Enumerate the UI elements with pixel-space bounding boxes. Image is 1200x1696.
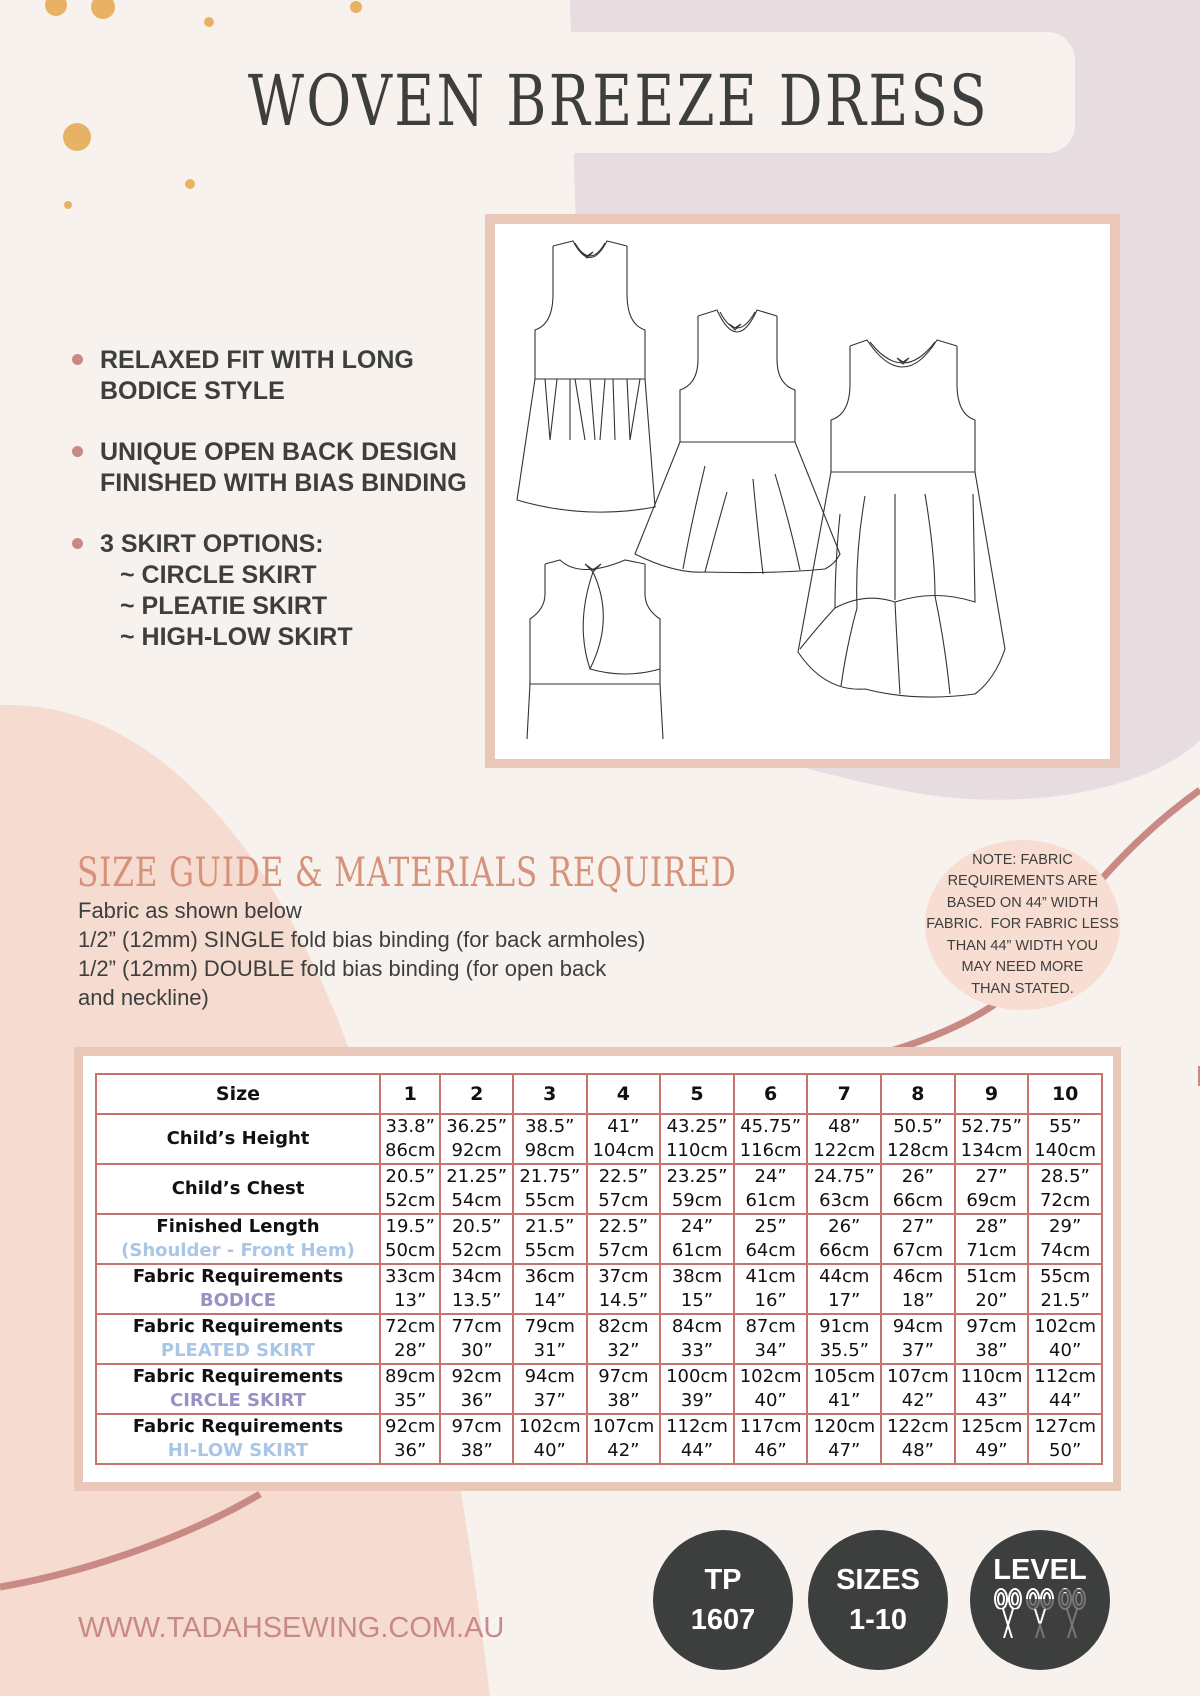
cell-value-bottom: 86cm xyxy=(385,1140,436,1161)
cell-value-top: 110cm xyxy=(960,1366,1023,1387)
cell-value-top: 20.5” xyxy=(451,1216,502,1237)
table-cell xyxy=(587,1314,661,1364)
level-rating xyxy=(993,1588,1087,1640)
size-column-header: 1 xyxy=(380,1074,440,1114)
table-cell xyxy=(440,1364,513,1414)
cell-value-bottom: 38” xyxy=(460,1440,493,1461)
cell-value-bottom: 15” xyxy=(680,1290,714,1311)
table-cell xyxy=(660,1414,734,1464)
cell-value-bottom: 30” xyxy=(460,1340,493,1361)
table-cell xyxy=(660,1164,734,1214)
cell-value-top: 33.8” xyxy=(385,1116,435,1137)
row-label xyxy=(96,1164,380,1214)
table-cell xyxy=(660,1114,734,1164)
cell-value-bottom: 42” xyxy=(607,1440,640,1461)
scissors-icon xyxy=(993,1588,1023,1640)
cell-value-bottom: 66cm xyxy=(819,1240,870,1261)
cell-value-bottom: 122cm xyxy=(813,1140,876,1161)
table-cell xyxy=(587,1214,661,1264)
cell-value-bottom: 40” xyxy=(533,1440,566,1461)
cell-value-bottom: 52cm xyxy=(451,1240,502,1261)
cell-value-bottom: 57cm xyxy=(598,1190,649,1211)
cell-value-top: 127cm xyxy=(1034,1416,1097,1437)
table-cell xyxy=(587,1164,661,1214)
skirt-option: ~ CIRCLE SKIRT xyxy=(120,561,317,589)
pattern-code-label: TP xyxy=(704,1564,742,1596)
cell-value-bottom: 42” xyxy=(901,1390,934,1411)
cell-value-top: 117cm xyxy=(739,1416,802,1437)
cell-value-top: 21.5” xyxy=(525,1216,575,1237)
row-label-main: Child’s Height xyxy=(166,1128,310,1149)
cell-value-top: 19.5” xyxy=(385,1216,435,1237)
sizes-range: 1-10 xyxy=(848,1604,908,1636)
cell-value-bottom: 37” xyxy=(533,1390,566,1411)
cell-value-top: 105cm xyxy=(813,1366,876,1387)
table-cell xyxy=(380,1214,440,1264)
table-cell xyxy=(734,1414,808,1464)
cell-value-top: 28” xyxy=(975,1216,1008,1237)
cell-value-bottom: 13” xyxy=(394,1290,427,1311)
cell-value-top: 94cm xyxy=(892,1316,944,1337)
cell-value-top: 112cm xyxy=(1034,1366,1097,1387)
cell-value-bottom: 40” xyxy=(754,1390,787,1411)
dress-technical-drawings-icon xyxy=(495,224,1110,759)
cell-value-top: 21.25” xyxy=(446,1166,508,1187)
sizes-badge xyxy=(808,1530,948,1670)
cell-value-top: 26” xyxy=(828,1216,861,1237)
cell-value-top: 55cm xyxy=(1039,1266,1091,1287)
cell-value-bottom: 47” xyxy=(828,1440,861,1461)
cell-value-top: 41” xyxy=(607,1116,640,1137)
cell-value-bottom: 17” xyxy=(828,1290,861,1311)
table-cell xyxy=(380,1364,440,1414)
table-row xyxy=(96,1114,1102,1164)
cell-value-top: 97cm xyxy=(598,1366,649,1387)
table-cell xyxy=(807,1364,881,1414)
table-cell xyxy=(440,1164,513,1214)
pattern-code-badge xyxy=(653,1530,793,1670)
cell-value-bottom: 28” xyxy=(394,1340,427,1361)
table-cell xyxy=(440,1264,513,1314)
cell-value-bottom: 14” xyxy=(533,1290,566,1311)
cell-value-top: 84cm xyxy=(671,1316,723,1337)
cell-value-top: 25” xyxy=(754,1216,787,1237)
row-label-sub: HI-LOW SKIRT xyxy=(167,1440,309,1461)
materials-line: and neckline) xyxy=(78,985,209,1010)
table-cell xyxy=(734,1314,808,1364)
cell-value-bottom: 38” xyxy=(607,1390,640,1411)
cell-value-top: 33cm xyxy=(385,1266,436,1287)
materials-line: 1/2” (12mm) DOUBLE fold bias binding (for open back xyxy=(78,956,607,981)
cell-value-top: 82cm xyxy=(598,1316,649,1337)
cell-value-bottom: 21.5” xyxy=(1040,1290,1090,1311)
table-cell xyxy=(734,1214,808,1264)
table-cell xyxy=(807,1164,881,1214)
cell-value-top: 24” xyxy=(680,1216,714,1237)
table-cell xyxy=(440,1314,513,1364)
cell-value-bottom: 134cm xyxy=(960,1140,1023,1161)
page-title: WOVEN BREEZE DRESS xyxy=(247,60,990,142)
cell-value-top: 46cm xyxy=(892,1266,944,1287)
cell-value-bottom: 44” xyxy=(680,1440,714,1461)
cell-value-bottom: 104cm xyxy=(592,1140,655,1161)
cell-value-bottom: 52cm xyxy=(385,1190,436,1211)
table-cell xyxy=(881,1414,955,1464)
open-back-drawing xyxy=(527,560,663,739)
size-column-header: 6 xyxy=(734,1074,808,1114)
skirt-option: ~ PLEATIE SKIRT xyxy=(120,592,328,620)
table-cell xyxy=(1028,1264,1102,1314)
feature-text: UNIQUE OPEN BACK DESIGN FINISHED WITH BIAS BINDING xyxy=(100,438,467,497)
cell-value-top: 52.75” xyxy=(961,1116,1022,1137)
cell-value-bottom: 50cm xyxy=(385,1240,436,1261)
table-cell xyxy=(660,1264,734,1314)
cell-value-bottom: 116cm xyxy=(739,1140,802,1161)
table-cell xyxy=(955,1214,1029,1264)
cell-value-bottom: 37” xyxy=(901,1340,934,1361)
row-label-sub: CIRCLE SKIRT xyxy=(170,1390,306,1411)
table-cell xyxy=(807,1314,881,1364)
cell-value-bottom: 57cm xyxy=(598,1240,649,1261)
cell-value-bottom: 55cm xyxy=(524,1190,575,1211)
cell-value-top: 97cm xyxy=(966,1316,1017,1337)
feature-list xyxy=(68,345,488,683)
table-cell xyxy=(513,1264,587,1314)
cell-value-bottom: 31” xyxy=(533,1340,566,1361)
table-cell xyxy=(881,1314,955,1364)
size-column-header: 5 xyxy=(660,1074,734,1114)
table-cell xyxy=(1028,1114,1102,1164)
row-label xyxy=(96,1264,380,1314)
table-cell xyxy=(955,1364,1029,1414)
cell-value-bottom: 18” xyxy=(901,1290,934,1311)
cell-value-top: 45.75” xyxy=(740,1116,802,1137)
table-cell xyxy=(1028,1214,1102,1264)
row-label-main: Fabric Requirements xyxy=(132,1316,344,1337)
cell-value-bottom: 36” xyxy=(460,1390,493,1411)
cell-value-top: 92cm xyxy=(451,1366,502,1387)
cell-value-bottom: 14.5” xyxy=(598,1290,649,1311)
cell-value-bottom: 40” xyxy=(1049,1340,1082,1361)
size-column-header: 7 xyxy=(807,1074,881,1114)
cell-value-top: 20.5” xyxy=(385,1166,435,1187)
cell-value-bottom: 54cm xyxy=(451,1190,502,1211)
table-cell xyxy=(587,1264,661,1314)
scissors-icon xyxy=(1057,1588,1087,1640)
sizes-label: SIZES xyxy=(836,1564,920,1596)
cell-value-top: 24.75” xyxy=(813,1166,875,1187)
feature-item xyxy=(68,345,488,407)
table-cell xyxy=(807,1264,881,1314)
pattern-code-number: 1607 xyxy=(690,1604,756,1636)
cell-value-bottom: 48” xyxy=(901,1440,934,1461)
table-cell xyxy=(807,1414,881,1464)
cell-value-top: 38.5” xyxy=(525,1116,575,1137)
row-label xyxy=(96,1214,380,1264)
cell-value-bottom: 59cm xyxy=(671,1190,723,1211)
cell-value-bottom: 46” xyxy=(754,1440,787,1461)
cell-value-bottom: 20” xyxy=(975,1290,1008,1311)
row-label-sub: PLEATED SKIRT xyxy=(160,1340,316,1361)
materials-line: Fabric as shown below xyxy=(78,898,302,923)
cell-value-top: 29” xyxy=(1049,1216,1082,1237)
table-row xyxy=(96,1364,1102,1414)
table-cell xyxy=(587,1114,661,1164)
table-cell xyxy=(734,1264,808,1314)
cell-value-bottom: 67cm xyxy=(892,1240,944,1261)
cell-value-top: 92cm xyxy=(385,1416,436,1437)
size-column-header: 4 xyxy=(587,1074,661,1114)
cell-value-bottom: 34” xyxy=(754,1340,787,1361)
table-row xyxy=(96,1314,1102,1364)
cell-value-bottom: 69cm xyxy=(966,1190,1017,1211)
table-cell xyxy=(587,1364,661,1414)
cell-value-top: 102cm xyxy=(518,1416,581,1437)
row-label xyxy=(96,1364,380,1414)
cell-value-top: 120cm xyxy=(813,1416,876,1437)
table-cell xyxy=(440,1414,513,1464)
cell-value-top: 107cm xyxy=(592,1416,655,1437)
cell-value-top: 55” xyxy=(1049,1116,1082,1137)
pleated-dress-drawing xyxy=(517,241,655,512)
size-column-header: 3 xyxy=(513,1074,587,1114)
cell-value-top: 94cm xyxy=(524,1366,575,1387)
table-cell xyxy=(440,1114,513,1164)
level-badge xyxy=(970,1530,1110,1670)
cell-value-bottom: 39” xyxy=(680,1390,714,1411)
cell-value-bottom: 92cm xyxy=(451,1140,502,1161)
row-label-main: Child’s Chest xyxy=(171,1178,305,1199)
cell-value-top: 22.5” xyxy=(598,1216,649,1237)
table-row xyxy=(96,1214,1102,1264)
website-link[interactable]: WWW.TADAHSEWING.COM.AU xyxy=(78,1612,505,1644)
cell-value-bottom: 61cm xyxy=(671,1240,723,1261)
cell-value-top: 122cm xyxy=(886,1416,949,1437)
cell-value-bottom: 33” xyxy=(680,1340,714,1361)
table-cell xyxy=(881,1364,955,1414)
row-label xyxy=(96,1414,380,1464)
table-cell xyxy=(807,1114,881,1164)
table-cell xyxy=(1028,1314,1102,1364)
row-label-main: Finished Length xyxy=(156,1216,320,1237)
cell-value-top: 37cm xyxy=(598,1266,649,1287)
cell-value-top: 27” xyxy=(901,1216,934,1237)
cell-value-top: 100cm xyxy=(666,1366,728,1387)
cell-value-bottom: 128cm xyxy=(886,1140,949,1161)
cell-value-top: 36cm xyxy=(524,1266,575,1287)
cell-value-bottom: 41” xyxy=(828,1390,861,1411)
cell-value-top: 51cm xyxy=(966,1266,1017,1287)
size-guide-heading: SIZE GUIDE & MATERIALS REQUIRED xyxy=(77,850,737,896)
cell-value-top: 50.5” xyxy=(893,1116,943,1137)
cell-value-top: 21.75” xyxy=(519,1166,581,1187)
cell-value-top: 87cm xyxy=(745,1316,796,1337)
table-cell xyxy=(380,1164,440,1214)
table-row xyxy=(96,1264,1102,1314)
cell-value-bottom: 13.5” xyxy=(451,1290,502,1311)
cell-value-top: 112cm xyxy=(666,1416,728,1437)
table-cell xyxy=(660,1314,734,1364)
table-cell xyxy=(660,1214,734,1264)
cell-value-top: 77cm xyxy=(451,1316,502,1337)
skirt-option: ~ HIGH-LOW SKIRT xyxy=(120,623,353,651)
cell-value-top: 91cm xyxy=(819,1316,870,1337)
cell-value-top: 36.25” xyxy=(446,1116,508,1137)
feature-text: RELAXED FIT WITH LONG BODICE STYLE xyxy=(100,346,414,405)
size-column-header: 2 xyxy=(440,1074,513,1114)
cell-value-bottom: 32” xyxy=(607,1340,640,1361)
cell-value-top: 44cm xyxy=(819,1266,870,1287)
hi-low-dress-drawing xyxy=(798,340,1005,697)
cell-value-top: 102cm xyxy=(1034,1316,1097,1337)
row-label-main: Fabric Requirements xyxy=(132,1266,344,1287)
table-cell xyxy=(513,1364,587,1414)
table-header-row xyxy=(96,1074,1102,1114)
table-cell xyxy=(955,1264,1029,1314)
feature-text: 3 SKIRT OPTIONS: xyxy=(100,530,324,558)
cell-value-bottom: 74cm xyxy=(1039,1240,1091,1261)
table-cell xyxy=(1028,1414,1102,1464)
row-label-main: Fabric Requirements xyxy=(132,1416,344,1437)
size-column-header: Size xyxy=(96,1074,380,1114)
table-cell xyxy=(734,1164,808,1214)
cell-value-top: 28.5” xyxy=(1040,1166,1090,1187)
table-cell xyxy=(881,1164,955,1214)
table-cell xyxy=(440,1214,513,1264)
table-cell xyxy=(513,1414,587,1464)
scissors-icon xyxy=(1025,1588,1055,1640)
table-cell xyxy=(513,1214,587,1264)
cell-value-top: 22.5” xyxy=(598,1166,649,1187)
cell-value-top: 79cm xyxy=(524,1316,575,1337)
fabric-note-badge xyxy=(925,840,1120,1010)
bullet-dot-icon xyxy=(72,446,83,457)
fabric-note-text: NOTE: FABRIC REQUIREMENTS ARE BASED ON 44” WIDTH FABRIC. FOR FABRIC LESS THAN 44” WIDTH YOU MAY NEED MORE THAN STATED. xyxy=(926,851,1119,997)
cell-value-bottom: 61cm xyxy=(745,1190,796,1211)
cell-value-bottom: 140cm xyxy=(1034,1140,1097,1161)
bullet-dot-icon xyxy=(72,538,83,549)
row-label-sub: BODICE xyxy=(199,1290,277,1311)
cell-value-bottom: 55cm xyxy=(524,1240,575,1261)
table-cell xyxy=(380,1314,440,1364)
table-row xyxy=(96,1414,1102,1464)
feature-item xyxy=(68,437,488,499)
cell-value-bottom: 35” xyxy=(394,1390,427,1411)
table-cell xyxy=(380,1264,440,1314)
cell-value-bottom: 50” xyxy=(1049,1440,1082,1461)
table-cell xyxy=(380,1114,440,1164)
table-cell xyxy=(587,1414,661,1464)
table-cell xyxy=(1028,1364,1102,1414)
cell-value-bottom: 64cm xyxy=(745,1240,796,1261)
cell-value-top: 38cm xyxy=(671,1266,723,1287)
size-column-header: 10 xyxy=(1028,1074,1102,1114)
cell-value-bottom: 36” xyxy=(394,1440,427,1461)
cell-value-bottom: 72cm xyxy=(1039,1190,1091,1211)
cell-value-top: 48” xyxy=(828,1116,861,1137)
bullet-dot-icon xyxy=(72,354,83,365)
cell-value-top: 41cm xyxy=(745,1266,796,1287)
cell-value-top: 72cm xyxy=(385,1316,436,1337)
table-cell xyxy=(513,1114,587,1164)
size-column-header: 9 xyxy=(955,1074,1029,1114)
row-label-main: Fabric Requirements xyxy=(132,1366,344,1387)
table-row xyxy=(96,1164,1102,1214)
cell-value-bottom: 35.5” xyxy=(819,1340,869,1361)
circle-dress-drawing xyxy=(635,310,840,574)
cell-value-bottom: 63cm xyxy=(819,1190,870,1211)
table-cell xyxy=(881,1214,955,1264)
table-cell xyxy=(955,1164,1029,1214)
cell-value-bottom: 110cm xyxy=(666,1140,728,1161)
illustration-panel xyxy=(495,224,1110,759)
cell-value-top: 97cm xyxy=(451,1416,502,1437)
cell-value-bottom: 43” xyxy=(975,1390,1008,1411)
cell-value-top: 23.25” xyxy=(666,1166,728,1187)
table-cell xyxy=(955,1314,1029,1364)
table-cell xyxy=(513,1314,587,1364)
row-label xyxy=(96,1114,380,1164)
size-table xyxy=(95,1073,1103,1465)
table-cell xyxy=(734,1364,808,1414)
row-label-sub: (Shoulder - Front Hem) xyxy=(121,1240,355,1261)
table-cell xyxy=(380,1414,440,1464)
cell-value-top: 27” xyxy=(975,1166,1008,1187)
cell-value-bottom: 98cm xyxy=(524,1140,575,1161)
cell-value-top: 125cm xyxy=(960,1416,1023,1437)
table-cell xyxy=(955,1114,1029,1164)
size-column-header: 8 xyxy=(881,1074,955,1114)
table-cell xyxy=(734,1114,808,1164)
cell-value-top: 26” xyxy=(901,1166,934,1187)
table-cell xyxy=(881,1264,955,1314)
table-cell xyxy=(955,1414,1029,1464)
cell-value-bottom: 44” xyxy=(1049,1390,1082,1411)
cell-value-top: 24” xyxy=(754,1166,787,1187)
cell-value-bottom: 66cm xyxy=(892,1190,944,1211)
row-label xyxy=(96,1314,380,1364)
cell-value-top: 89cm xyxy=(385,1366,436,1387)
cell-value-bottom: 38” xyxy=(975,1340,1008,1361)
cell-value-top: 43.25” xyxy=(666,1116,728,1137)
cell-value-bottom: 16” xyxy=(754,1290,787,1311)
cell-value-top: 107cm xyxy=(886,1366,949,1387)
table-cell xyxy=(807,1214,881,1264)
cell-value-top: 102cm xyxy=(739,1366,802,1387)
table-cell xyxy=(513,1164,587,1214)
table-cell xyxy=(881,1114,955,1164)
feature-item xyxy=(68,529,488,653)
cell-value-bottom: 71cm xyxy=(966,1240,1017,1261)
materials-line: 1/2” (12mm) SINGLE fold bias binding (for back armholes) xyxy=(78,927,646,952)
table-cell xyxy=(1028,1164,1102,1214)
cell-value-bottom: 49” xyxy=(975,1440,1008,1461)
cell-value-top: 34cm xyxy=(451,1266,502,1287)
level-label: LEVEL xyxy=(993,1554,1087,1586)
table-cell xyxy=(660,1364,734,1414)
